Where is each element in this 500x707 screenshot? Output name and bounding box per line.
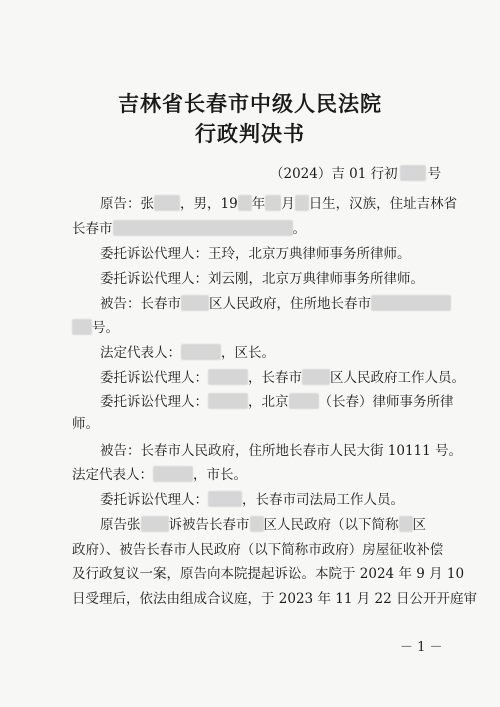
text: 区人民政府工作人员。 (330, 370, 465, 386)
text: 委托诉讼代理人： (100, 394, 208, 410)
redaction (181, 295, 209, 311)
text: ，长春市司法局工作人员。 (242, 492, 404, 508)
redaction (250, 516, 264, 532)
agent-line: 委托诉讼代理人：王玲，北京万典律师事务所律师。 (100, 246, 411, 262)
body-line: 日受理后，依法由组成合议庭，于 2023 年 11 月 22 日公开开庭审 (72, 591, 477, 607)
text: 月 (281, 196, 295, 212)
agent-line-cont: 师。 (72, 416, 99, 432)
body-line: 及行政复议一案，原告向本院提起诉讼。本院于 2024 年 9 月 10 (72, 566, 465, 582)
case-number (270, 162, 441, 182)
text: 法定代表人： (100, 345, 181, 361)
redaction (208, 491, 242, 507)
text: ，市长。 (193, 467, 247, 483)
text: （长春）律师事务所律 (318, 394, 454, 410)
plaintiff-address-line (72, 219, 306, 239)
text: ，北京 (248, 394, 289, 410)
text: 区人民政府，住所地长春市 (209, 296, 371, 312)
text: 。 (292, 221, 306, 237)
redaction (208, 393, 248, 409)
redaction (295, 195, 309, 211)
redaction (208, 369, 248, 385)
text: 年 (251, 196, 266, 212)
redaction (154, 195, 180, 211)
legal-rep-line (72, 465, 247, 485)
defendant-address-line (72, 318, 119, 338)
text: 原告张 (100, 517, 141, 533)
redaction (113, 220, 293, 236)
agent-line: 委托诉讼代理人：刘云刚，北京万典律师事务所律师。 (100, 271, 424, 287)
text: 法定代表人： (72, 467, 153, 483)
text: 委托诉讼代理人： (100, 492, 208, 508)
redaction (181, 344, 221, 360)
plaintiff-line (100, 194, 457, 214)
case-number-suffix: 号 (427, 166, 442, 182)
text: 区 (412, 517, 426, 533)
text: ，区长。 (221, 345, 275, 361)
case-number-prefix: （2024）吉 01 行初 (270, 166, 398, 182)
text: 被告：长春市 (100, 296, 181, 312)
body-line: 政府）、被告长春市人民政府（以下简称市政府）房屋征收补偿 (72, 542, 444, 558)
text: ，长春市 (248, 370, 302, 386)
redaction (72, 319, 92, 335)
agent-line (100, 392, 454, 412)
redaction (238, 195, 252, 211)
redaction (265, 195, 281, 211)
redaction (141, 516, 169, 532)
body-line (100, 515, 426, 535)
redaction (371, 295, 451, 311)
page-number: － 1 － (400, 640, 443, 655)
redaction (399, 516, 413, 532)
defendant-line: 被告：长春市人民政府，住所地长春市人民大街 10111 号。 (100, 443, 463, 459)
agent-line (100, 368, 465, 388)
redaction (153, 466, 193, 482)
text: 日生，汉族，住址吉林省 (308, 196, 458, 212)
text: 诉被告长春市 (168, 517, 250, 533)
document-type: 行政判决书 (195, 121, 305, 146)
redaction (400, 165, 426, 181)
text: 号。 (92, 320, 119, 336)
text: 原告：张 (100, 196, 154, 212)
redaction (289, 393, 319, 409)
redaction (302, 369, 330, 385)
legal-rep-line (100, 343, 275, 363)
agent-line (100, 490, 404, 510)
text: 委托诉讼代理人： (100, 370, 208, 386)
text: ，男，19 (180, 196, 238, 212)
text: 长春市 (72, 221, 113, 237)
defendant-line (100, 294, 451, 314)
court-name: 吉林省长春市中级人民法院 (118, 91, 382, 116)
text: 区人民政府（以下简称 (263, 517, 399, 533)
